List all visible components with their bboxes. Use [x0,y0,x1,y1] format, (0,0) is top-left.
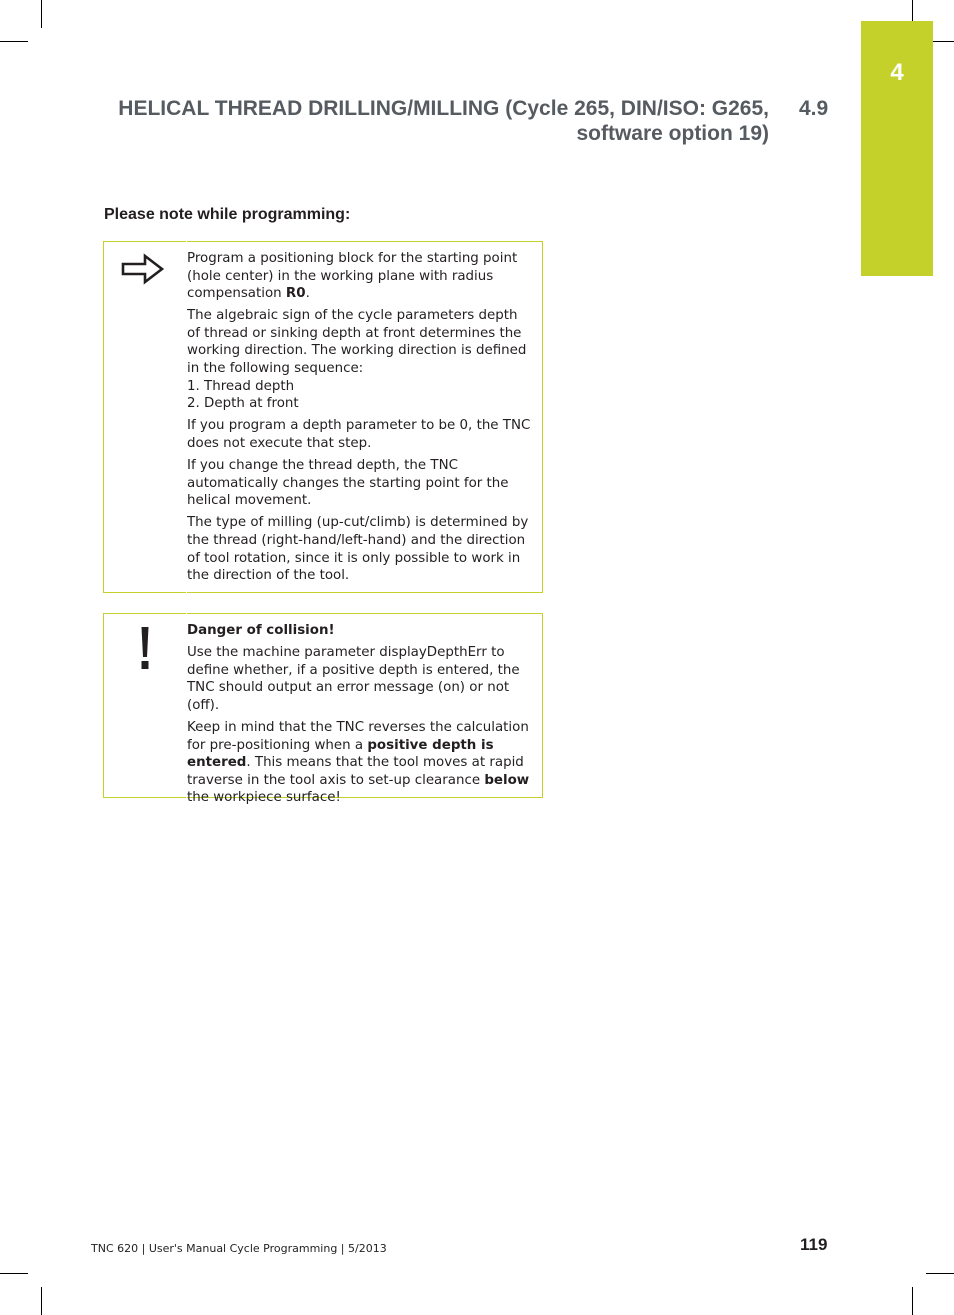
chapter-number: 4 [890,59,904,86]
note-paragraph: If you program a depth parameter to be 0, the TNC does not execute that step. [187,418,531,451]
warning-bold: below [484,772,530,788]
crop-mark [0,1273,28,1274]
warning-icon-column [104,614,187,798]
crop-mark [41,1287,42,1315]
warning-box [103,613,543,806]
warning-paragraph: Use the machine parameter displayDepthErr to define whether, if a positive depth is entered, the TNC should output an error message (on) or not (off). [187,645,520,713]
crop-mark [912,1287,913,1315]
warning-paragraph [187,719,532,807]
page-number: 119 [800,1235,828,1254]
warning-title [187,622,532,640]
warning-bold: positive depth is entered [187,737,494,771]
section-title-line1: HELICAL THREAD DRILLING/MILLING (Cycle 265, DIN/ISO: G265, [118,97,769,120]
divider [186,241,187,593]
note-paragraph [187,250,532,303]
warning-text-span: Keep in mind that the TNC reverses the calculation for pre-positioning when a [187,719,529,753]
note-box [103,241,543,593]
exclamation-icon [135,625,155,675]
warning-text [187,614,542,817]
subheading: Please note while programming: [104,206,351,223]
crop-mark [926,1273,954,1274]
warning-text-span: the workpiece surface! [187,790,341,806]
warning-text-span: . This means that the tool moves at rapid traverse in the tool axis to set-up clearance [187,755,524,788]
note-text [187,242,542,595]
section-number: 4.9 [799,97,829,120]
crop-mark [41,0,42,28]
footer-text: TNC 620 | User's Manual Cycle Programming | 5/2013 [91,1242,387,1255]
note-icon-column [104,242,187,593]
note-text-span: The algebraic sign of the cycle parameters depth of thread or sinking depth at front determines the working direction. The working direction is defined in the following sequence: [187,308,527,377]
crop-mark [0,41,28,42]
warning-title-text: Danger of collision! [187,623,335,638]
divider [186,613,187,798]
note-paragraph: If you change the thread depth, the TNC automatically changes the starting point for the helical movement. [187,458,509,509]
chapter-tab [861,21,933,276]
arrow-right-outline-icon [121,253,165,287]
note-text-span: . [305,286,310,302]
section-title [69,96,769,146]
section-title-line2: software option 19) [576,122,769,145]
sequence-step: 2. Depth at front [187,396,299,412]
sequence-step: 1. Thread depth [187,378,295,394]
note-bold: R0 [285,286,306,302]
note-text-span: Program a positioning block for the starting point (hole center) in the working plane with radius compensation [187,251,518,302]
note-paragraph [187,307,532,413]
note-paragraph: The type of milling (up-cut/climb) is determined by the thread (right-hand/left-hand) and the direction of tool rotation, since it is only possible to work in the direction of the tool. [187,515,529,584]
